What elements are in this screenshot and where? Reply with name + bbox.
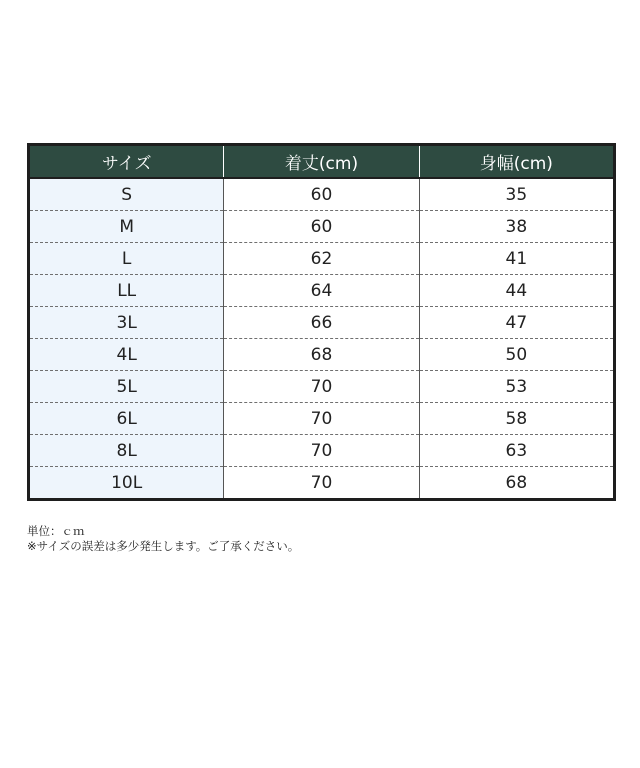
table-row [29,211,615,243]
size-chart-body [29,178,615,500]
size-cell: 8L [29,435,224,467]
size-cell: 10L [29,467,224,500]
size-cell: 5L [29,371,224,403]
length-cell: 70 [224,371,419,403]
header-row [29,145,615,179]
unit-note: 単位：ｃｍ [27,524,85,538]
length-cell: 70 [224,467,419,500]
width-cell: 63 [419,435,614,467]
length-cell: 64 [224,275,419,307]
width-cell: 41 [419,243,614,275]
table-row [29,371,615,403]
table-row [29,275,615,307]
length-cell: 70 [224,403,419,435]
size-cell: 4L [29,339,224,371]
size-cell: L [29,243,224,275]
length-cell: 70 [224,435,419,467]
table-row [29,467,615,500]
table-row [29,339,615,371]
size-cell: LL [29,275,224,307]
size-cell: M [29,211,224,243]
length-cell: 66 [224,307,419,339]
width-cell: 68 [505,472,528,493]
header-width: 身幅(cm) [419,145,614,179]
length-cell: 60 [224,178,419,211]
size-cell: S [29,178,224,211]
table-row [29,178,615,211]
width-cell: 38 [419,211,614,243]
width-cell: 50 [419,339,614,371]
table-row [29,243,615,275]
size-chart-header [29,145,615,179]
disclaimer-note: ※サイズの誤差は多少発生します。ご了承ください。 [27,539,300,553]
width-cell: 35 [419,178,614,211]
table-row [29,435,615,467]
width-cell: 44 [419,275,614,307]
table-row [29,403,615,435]
length-cell: 68 [224,339,419,371]
size-cell: 6L [29,403,224,435]
width-cell: 47 [419,307,614,339]
length-cell: 60 [224,211,419,243]
width-cell: 58 [419,403,614,435]
size-cell: 3L [29,307,224,339]
width-cell: 53 [419,371,614,403]
notes [27,524,299,554]
size-chart-table [27,143,616,501]
header-length: 着丈(cm) [224,145,419,179]
table-row [29,307,615,339]
length-cell: 62 [224,243,419,275]
header-size: サイズ [29,145,224,179]
